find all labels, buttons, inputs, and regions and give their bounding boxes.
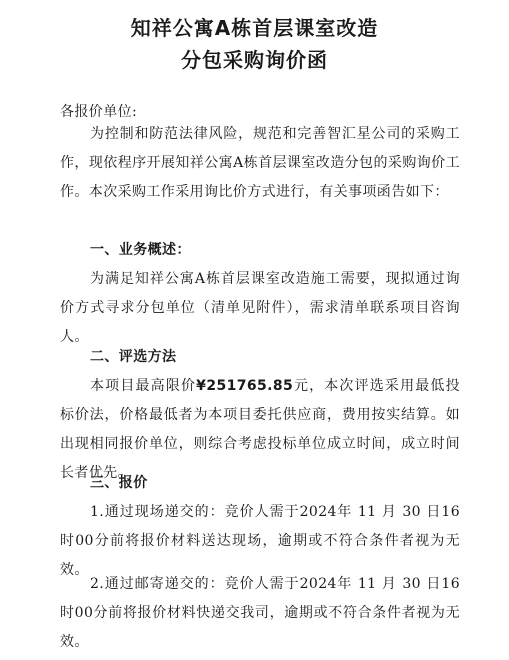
section3-item1: 1.通过现场递交的：竞价人需于2024年 11 月 30 日16时00分前将报价材料送达现场，逾期或不符合条件者视为无效。 xyxy=(60,504,460,578)
section2-heading: 二、评选方法 xyxy=(90,349,177,365)
document-title-line2: 分包采购询价函 xyxy=(181,48,328,72)
section3-item2: 2.通过邮寄递交的：竞价人需于2024年 11 月 30 日16时00分前将报价材料快递交我司，逾期或不符合条件者视为无效。 xyxy=(60,576,460,650)
section1-heading: 一、业务概述： xyxy=(90,242,191,258)
section1-body: 为满足知祥公寓A栋首层课室改造施工需要，现拟通过询价方式寻求分包单位（清单见附件），需求清单联系项目咨询人。 xyxy=(60,271,460,345)
section2-body-suffix: 元，本次评选采用最低投标价法，价格最低者为本项目委托供应商，费用按实结算。如出现相同报价单位，则综合考虑投标单位成立时间，成立时间长者优先。 xyxy=(60,378,460,481)
section2-body-prefix: 本项目最高限价 xyxy=(90,378,197,394)
max-price-amount: ¥251765.85 xyxy=(196,378,294,394)
intro-paragraph: 为控制和防范法律风险，规范和完善智汇星公司的采购工作，现依程序开展知祥公寓A栋首层课室改造分包的采购询价工作。本次采购工作采用询比价方式进行，有关事项函告如下： xyxy=(60,126,460,200)
salutation: 各报价单位: xyxy=(60,104,138,120)
document-title-line1: 知祥公寓A栋首层课室改造 xyxy=(130,16,379,40)
section3-heading: 三、报价 xyxy=(90,475,148,491)
